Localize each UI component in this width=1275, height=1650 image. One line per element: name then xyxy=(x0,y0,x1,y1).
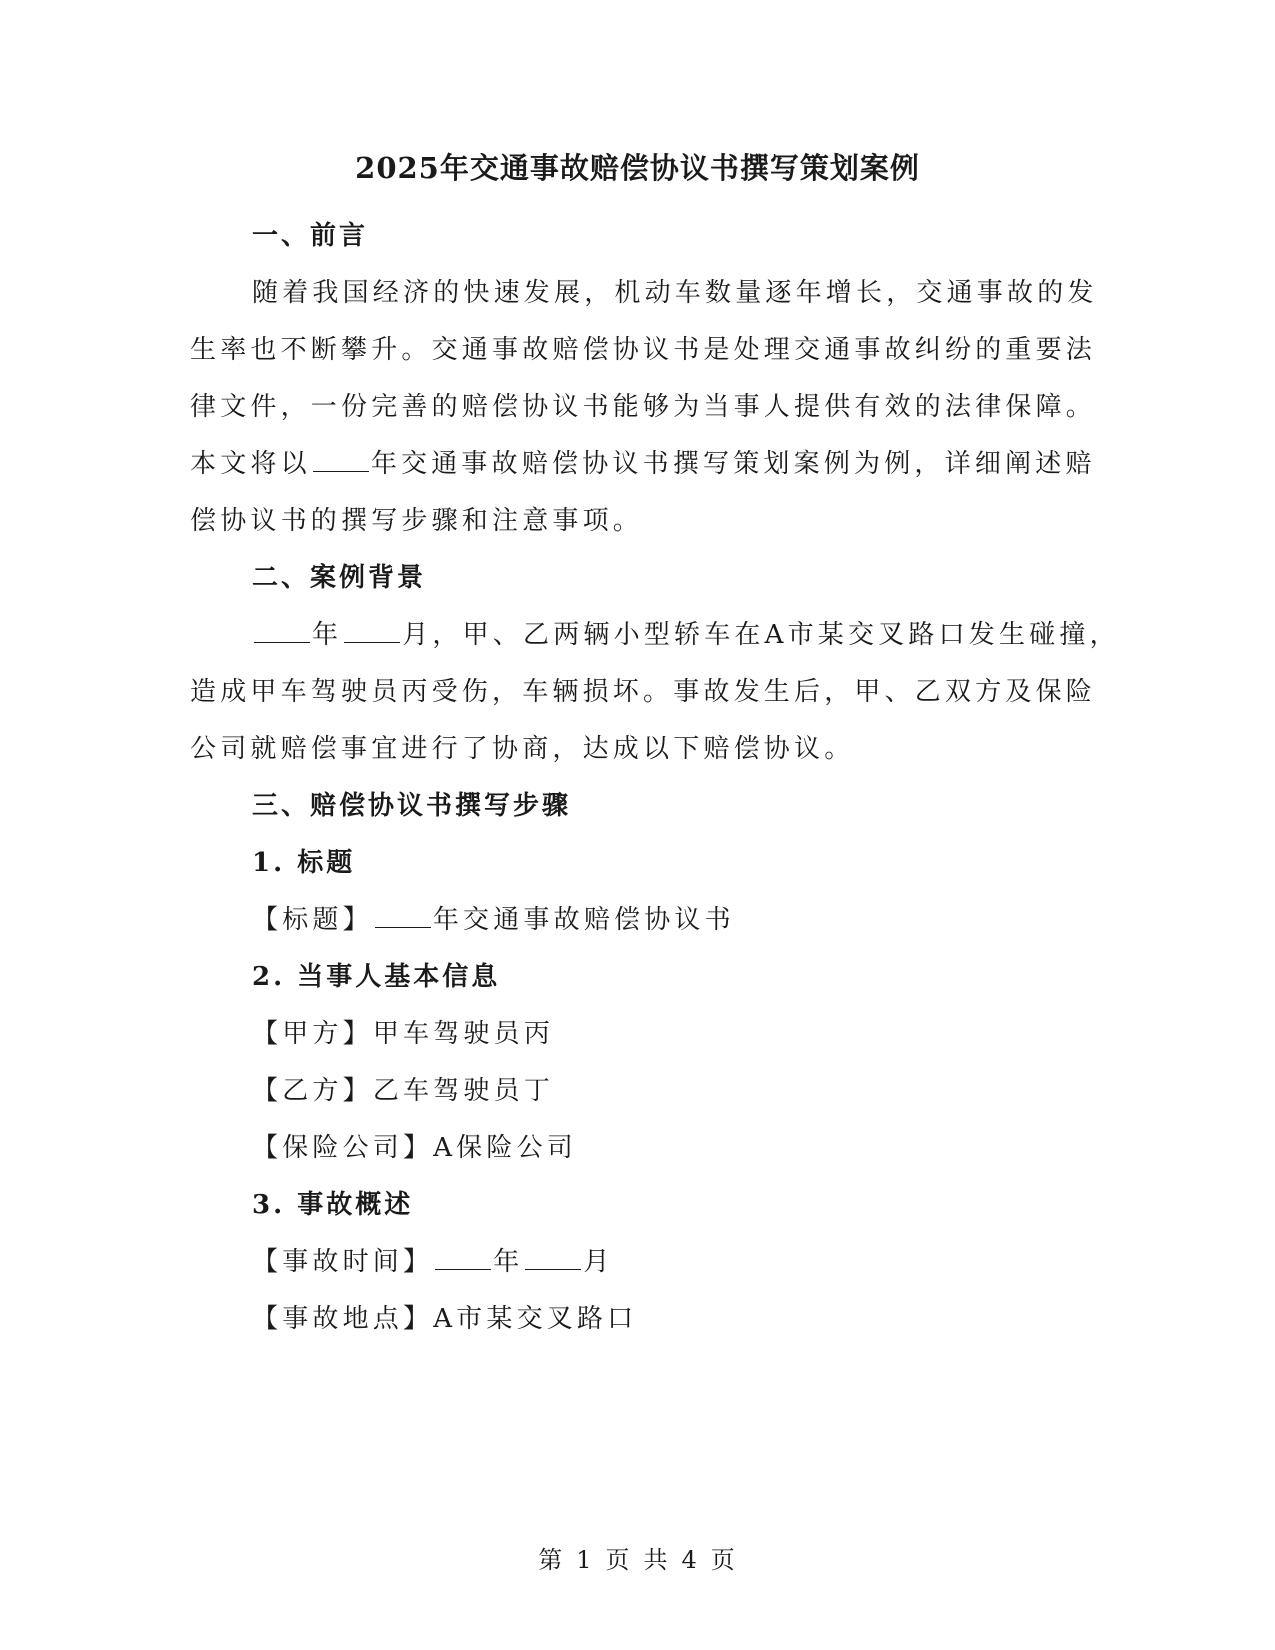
document-body xyxy=(190,208,1120,1348)
fill-in-blank-year xyxy=(254,641,310,643)
field-line-party-a xyxy=(190,1006,1070,1063)
document-title: 2025年交通事故赔偿协议书撰写策划案例 xyxy=(355,151,920,185)
paragraph-line: 随着我国经济的快速发展，机动车数量逐年增长，交通事故的发 xyxy=(252,278,1098,308)
paragraph-line xyxy=(190,436,1096,493)
total-pages-number: 4 xyxy=(681,1546,699,1574)
field-value: 乙车驾驶员丁 xyxy=(372,1076,555,1106)
text-segment: 年 xyxy=(493,1247,524,1277)
field-value: 年交通事故赔偿协议书 xyxy=(432,905,735,935)
footer-total-prefix: 共 xyxy=(643,1546,670,1574)
field-value: 甲车驾驶员丙 xyxy=(372,1019,555,1049)
field-label: 【乙方】 xyxy=(252,1076,373,1106)
footer-prefix: 第 xyxy=(538,1546,565,1574)
field-line-accident-location xyxy=(190,1291,1070,1348)
field-label: 【甲方】 xyxy=(252,1019,373,1049)
subsection-heading-title: 1. 标题 xyxy=(252,848,356,878)
fill-in-blank-month xyxy=(525,1268,581,1270)
field-value: A保险公司 xyxy=(433,1133,577,1163)
section-heading-preface: 一、前言 xyxy=(252,221,369,251)
fill-in-blank-year xyxy=(435,1268,491,1270)
field-label: 【保险公司】 xyxy=(252,1133,434,1163)
field-line-title xyxy=(190,892,1070,949)
page-footer xyxy=(0,1540,1275,1575)
paragraph-line: 公司就赔偿事宜进行了协商，达成以下赔偿协议。 xyxy=(190,734,855,764)
text-segment: 月 xyxy=(583,1247,614,1277)
field-line-insurer xyxy=(190,1120,1070,1177)
section-heading-case-background: 二、案例背景 xyxy=(252,563,427,593)
text-segment: 年交通事故赔偿协议书撰写策划案例为例，详细阐述赔 xyxy=(370,449,1096,479)
field-line-party-b xyxy=(190,1063,1070,1120)
field-label: 【事故时间】 xyxy=(252,1247,434,1277)
fill-in-blank-year xyxy=(375,926,431,928)
footer-total-suffix: 页 xyxy=(710,1546,737,1574)
paragraph-line xyxy=(190,607,1120,664)
field-line-accident-time xyxy=(190,1234,1070,1291)
field-value: A市某交叉路口 xyxy=(433,1304,638,1334)
subsection-heading-parties: 2. 当事人基本信息 xyxy=(252,962,501,992)
paragraph-line: 生率也不断攀升。交通事故赔偿协议书是处理交通事故纠纷的重要法 xyxy=(190,335,1097,365)
field-label: 【事故地点】 xyxy=(252,1304,434,1334)
current-page-number: 1 xyxy=(576,1546,594,1574)
paragraph-line: 造成甲车驾驶员丙受伤，车辆损坏。事故发生后，甲、乙双方及保险 xyxy=(190,677,1097,707)
paragraph-line: 律文件，一份完善的赔偿协议书能够为当事人提供有效的法律保障。 xyxy=(190,392,1097,422)
fill-in-blank-year xyxy=(313,470,369,472)
section-heading-writing-steps: 三、赔偿协议书撰写步骤 xyxy=(252,791,572,821)
text-segment: 月，甲、乙两辆小型轿车在A市某交叉路口发生碰撞， xyxy=(402,620,1120,650)
footer-page-word: 页 xyxy=(605,1546,632,1574)
fill-in-blank-month xyxy=(344,641,400,643)
field-label: 【标题】 xyxy=(252,905,373,935)
paragraph-line: 偿协议书的撰写步骤和注意事项。 xyxy=(190,506,644,536)
text-segment: 年 xyxy=(312,620,343,650)
subsection-heading-accident-summary: 3. 事故概述 xyxy=(252,1190,414,1220)
text-segment: 本文将以 xyxy=(190,449,311,479)
